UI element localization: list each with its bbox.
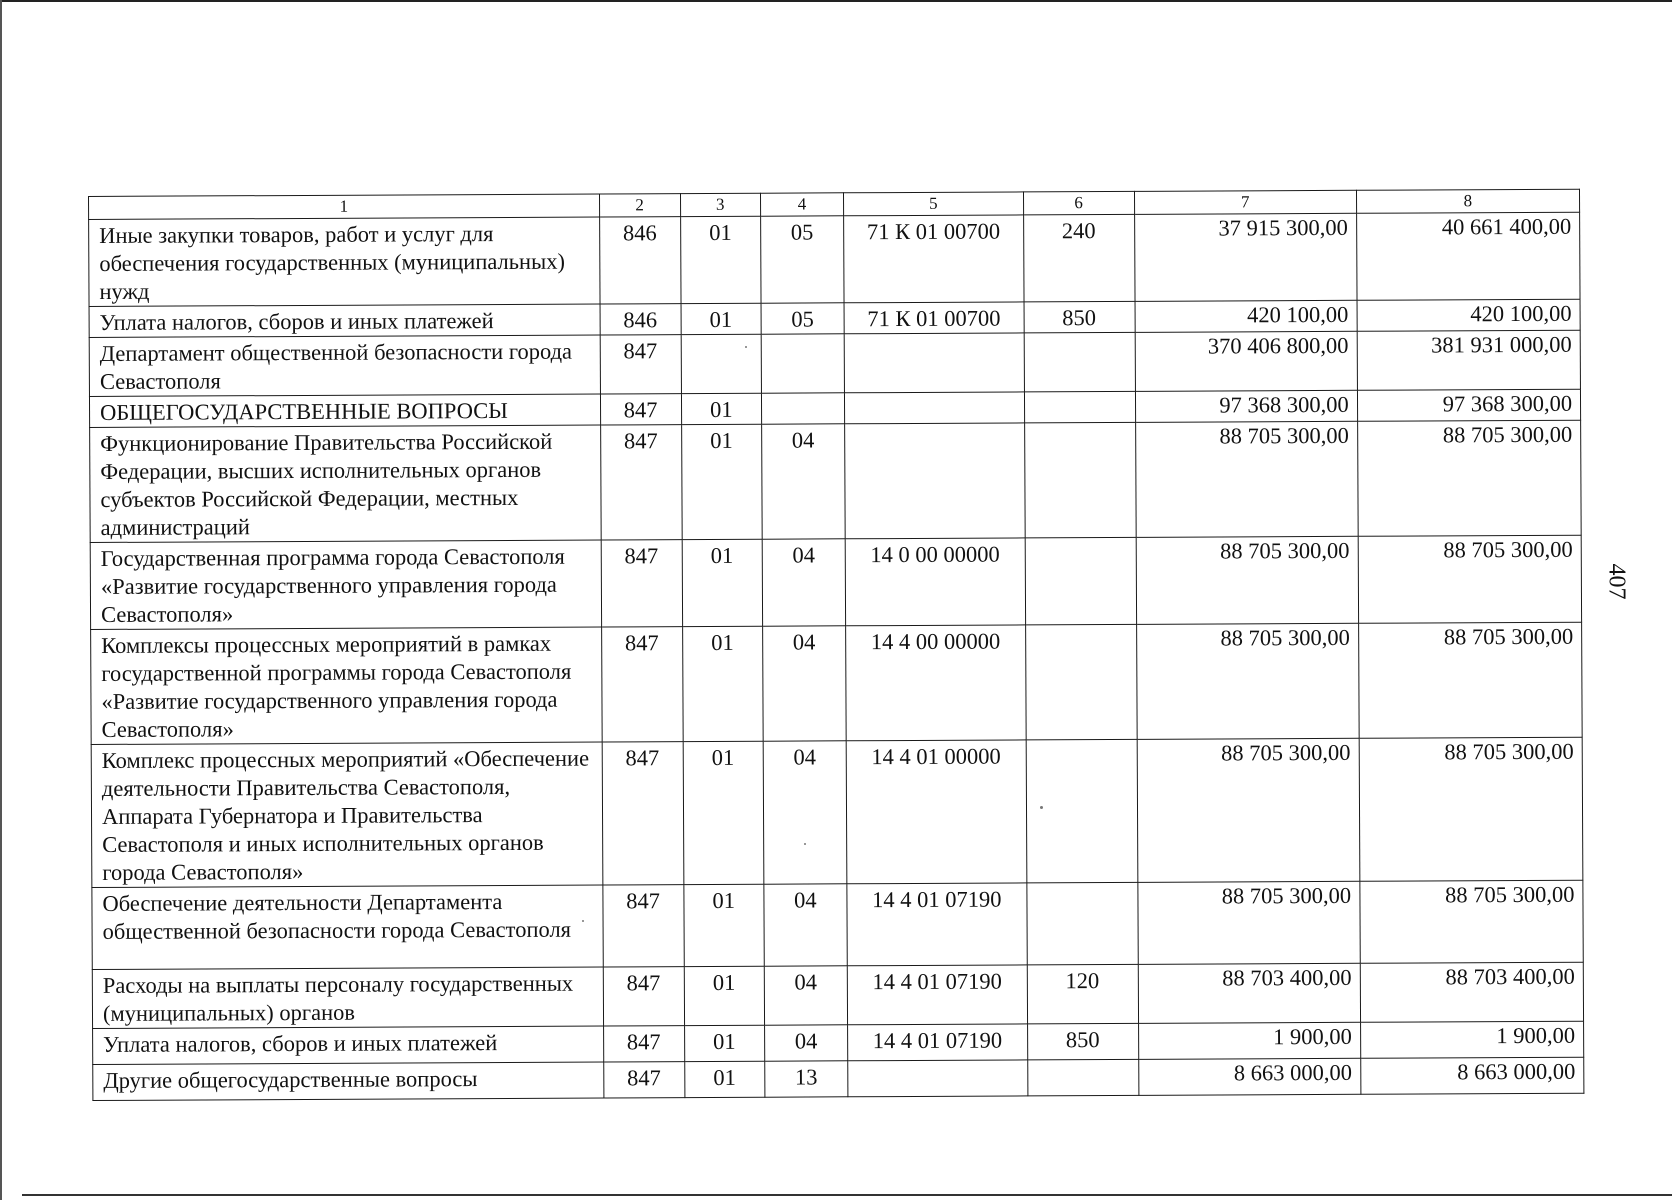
row-amount-1: 8 663 000,00 [1138,1058,1360,1095]
table-row [90,535,1581,629]
row-ministry-code: 847 [600,425,682,540]
row-amount-2: 420 100,00 [1357,299,1580,331]
row-amount-1: 88 705 300,00 [1137,738,1360,882]
row-name: Уплата налогов, сборов и иных платежей [89,304,600,337]
row-name: Функционирование Правительства Российской Федерации, высших исполнительных органов субъектов Российской Федерации, местных администраций [90,425,601,542]
scan-edge-left [0,0,2,1200]
row-amount-2: 97 368 300,00 [1357,389,1580,421]
row-expense-type: 850 [1027,1023,1138,1060]
row-target-article [844,333,1024,393]
row-amount-2: 8 663 000,00 [1360,1057,1583,1094]
row-amount-2: 88 703 400,00 [1360,962,1584,1022]
row-ministry-code: 847 [603,1026,684,1062]
row-subsection-code [761,393,844,424]
row-section-code: 01 [682,539,763,626]
row-section-code: 01 [683,741,764,884]
row-target-article [845,392,1025,424]
row-target-article [845,423,1025,539]
scan-edge-top [0,0,1672,2]
row-subsection-code: 05 [760,216,844,303]
table-row [92,880,1583,969]
row-amount-1: 1 900,00 [1138,1022,1360,1059]
row-target-article: 14 4 01 07190 [847,965,1027,1025]
table-row [89,212,1580,306]
row-amount-1: 97 368 300,00 [1135,390,1357,422]
row-expense-type [1026,739,1138,883]
row-amount-1: 88 705 300,00 [1135,421,1358,537]
row-name: Государственная программа города Севастополя «Развитие государственного управления города Севастополя» [90,540,601,629]
row-subsection-code: 05 [761,303,844,334]
table-row [91,737,1583,887]
row-section-code: 01 [684,1061,764,1097]
row-amount-2: 88 705 300,00 [1358,622,1582,738]
row-section-code: 01 [680,216,761,303]
scan-speck [804,843,806,845]
row-expense-type: 240 [1023,214,1134,302]
header-cell-6: 6 [1023,191,1134,215]
row-amount-1: 88 705 300,00 [1136,536,1359,624]
row-name: ОБЩЕГОСУДАРСТВЕННЫЕ ВОПРОСЫ [89,394,600,427]
header-cell-1: 1 [89,194,600,219]
budget-table-container [88,189,1584,1101]
header-cell-2: 2 [599,194,680,217]
row-section-code: 01 [681,424,762,539]
row-name: Уплата налогов, сборов и иных платежей [93,1026,604,1064]
row-target-article [848,1060,1028,1097]
row-section-code: 01 [681,303,761,334]
row-target-article: 14 4 00 00000 [846,625,1026,741]
row-amount-1: 37 915 300,00 [1134,213,1357,301]
row-name: Комплексы процессных мероприятий в рамках государственной программы города Севастополя «Развитие государственного управления города Севастополя» [91,627,602,744]
row-expense-type [1026,882,1137,965]
header-cell-5: 5 [844,192,1024,216]
row-amount-1: 420 100,00 [1135,300,1357,332]
row-amount-2: 88 705 300,00 [1359,737,1583,881]
row-name: Обеспечение деятельности Департамента общественной безопасности города Севастополя [92,885,603,969]
row-expense-type [1024,422,1136,538]
row-ministry-code: 847 [600,335,681,394]
row-subsection-code: 04 [764,966,848,1025]
row-subsection-code: 13 [765,1061,848,1097]
row-ministry-code: 847 [602,885,684,967]
row-section-code: 01 [684,1025,764,1061]
row-subsection-code: 04 [764,884,848,966]
row-ministry-code: 847 [603,967,684,1026]
row-ministry-code: 847 [602,742,684,885]
row-expense-type: 120 [1027,964,1138,1024]
row-expense-type [1025,624,1137,740]
row-target-article: 14 0 00 00000 [845,538,1025,626]
row-name: Комплекс процессных мероприятий «Обеспечение деятельности Правительства Севастополя, Аппарата Губернатора и Правительства Севастополя и иных исполнительных органов города Севастополя» [91,742,602,887]
scan-speck [582,920,584,922]
row-subsection-code: 04 [762,626,846,741]
row-ministry-code: 847 [601,627,683,742]
scan-speck [1040,806,1043,809]
row-ministry-code: 847 [600,394,681,425]
scan-edge-bottom [22,1194,1672,1196]
row-target-article: 71 К 01 00700 [844,215,1024,303]
row-expense-type [1024,391,1135,423]
row-target-article: 71 К 01 00700 [844,302,1024,334]
table-row [93,1057,1584,1100]
row-subsection-code: 04 [763,741,847,884]
page-number: 407 [1603,563,1630,600]
table-row [92,962,1583,1028]
row-target-article: 14 4 01 07190 [847,883,1027,966]
row-ministry-code: 847 [601,540,683,627]
row-amount-1: 88 705 300,00 [1137,881,1360,964]
row-section-code: 01 [684,884,764,966]
row-amount-2: 1 900,00 [1360,1021,1583,1058]
row-expense-type [1024,332,1135,392]
table-row [89,330,1580,396]
header-cell-4: 4 [760,193,843,216]
row-amount-2: 40 661 400,00 [1356,212,1580,300]
row-amount-2: 88 705 300,00 [1360,880,1584,963]
row-amount-1: 88 703 400,00 [1138,963,1360,1023]
row-expense-type [1027,1059,1138,1096]
table-row [91,622,1583,744]
table-row [90,420,1582,542]
row-section-code [681,334,761,393]
row-target-article: 14 4 01 00000 [846,740,1026,884]
row-subsection-code: 04 [764,1025,847,1061]
row-amount-2: 88 705 300,00 [1357,420,1581,536]
row-expense-type [1025,537,1136,625]
header-cell-7: 7 [1134,190,1356,214]
row-name: Другие общегосударственные вопросы [93,1062,604,1100]
row-name: Департамент общественной безопасности города Севастополя [89,335,600,396]
row-amount-1: 370 406 800,00 [1135,331,1357,391]
budget-table [88,189,1584,1101]
row-subsection-code [761,334,845,393]
row-amount-1: 88 705 300,00 [1136,623,1359,739]
row-target-article: 14 4 01 07190 [848,1024,1028,1061]
row-amount-2: 381 931 000,00 [1357,330,1581,390]
row-ministry-code: 846 [600,304,681,335]
row-ministry-code: 846 [599,217,681,304]
header-cell-3: 3 [680,193,760,216]
row-section-code: 01 [684,966,764,1025]
row-subsection-code: 04 [761,424,845,539]
scan-speck [745,346,747,348]
row-expense-type: 850 [1024,301,1135,333]
header-cell-8: 8 [1356,189,1579,213]
row-ministry-code: 847 [603,1062,684,1098]
row-subsection-code: 04 [762,539,846,626]
row-name: Расходы на выплаты персоналу государственных (муниципальных) органов [92,967,603,1028]
row-name: Иные закупки товаров, работ и услуг для обеспечения государственных (муниципальных) нужд [89,217,600,306]
row-amount-2: 88 705 300,00 [1358,535,1582,623]
row-section-code: 01 [681,393,761,424]
row-section-code: 01 [682,626,763,741]
